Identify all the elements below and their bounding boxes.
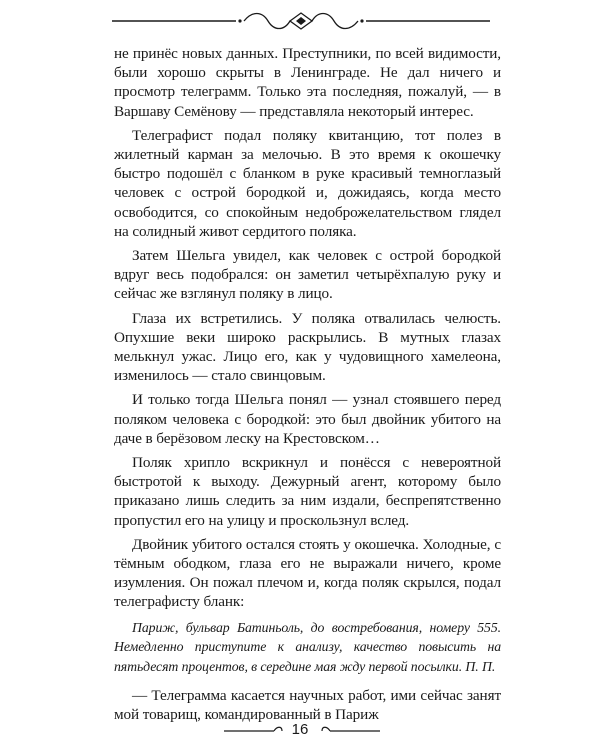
paragraph-4: Глаза их встретились. У поляка отвалилась челюсть. Опухшие веки широко раскрылись. В мутных глазах мелькнул ужас. Лицо его, как у чудовищного хамелеона, изменилось — стало свинцовым. xyxy=(114,309,501,385)
page-text xyxy=(114,44,501,729)
ornament-dot-left xyxy=(238,19,241,22)
bottom-scroll-right xyxy=(322,727,330,731)
page-number: 16 xyxy=(291,721,309,738)
paragraph-3: Затем Шельга увидел, как человек с острой бородкой вдруг весь подобрался: он заметил четырёхпалую руку и сейчас же взглянул поляку в лицо. xyxy=(114,247,501,303)
paragraph-6: Поляк хрипло вскрикнул и понёсся с невероятной быстротой к выходу. Дежурный агент, которому было приказано лишь следить за ним издали, беспрепятственно пропустил его на улицу и проскользнул вслед. xyxy=(114,454,501,529)
paragraph-1: не принёс новых данных. Преступники, по всей видимости, были хорошо скрыты в Ленинграде. Не дал ничего и просмотр телеграмм. Только эта последняя, пожалуй, — в Варшаву Семёнову — представляла некоторый интерес. xyxy=(114,45,501,120)
paragraph-5: И только тогда Шельга понял — узнал стоявшего перед поляком человека с бородкой: это был двойник убитого на даче в берёзовом леску на Крестовском… xyxy=(114,391,501,447)
paragraph-7: Двойник убитого остался стоять у окошечка. Холодные, с тёмным ободком, глаза его не выражали ничего, кроме изумления. Он пожал плечом и, когда поляк скрылся, подал телеграфисту бланк: xyxy=(114,535,501,611)
ornament-dot-right xyxy=(360,19,363,22)
paragraph-2: Телеграфист подал поляку квитанцию, тот полез в жилетный карман за мелочью. В это время к окошечку быстро подошёл с бланком в руке красивый темноглазый человек с острой бородкой и, дожидаясь, когда место освободится, со спокойным недоброжелательством глядел на солидный живот сердитого поляка. xyxy=(114,126,501,240)
final-paragraph: — Телеграмма касается научных работ, ими сейчас занят мой товарищ, командированный в Париж xyxy=(114,686,501,724)
bottom-scroll-left xyxy=(274,727,282,731)
telegram-text: Париж, бульвар Батиньоль, до востребования, номеру 555. Немедленно приступите к анализу, качество повысить на пятьдесят процентов, в середине мая жду первой посылки. П. П. xyxy=(114,619,501,674)
top-ornament xyxy=(112,10,490,32)
ornament-center-inner xyxy=(296,17,306,25)
